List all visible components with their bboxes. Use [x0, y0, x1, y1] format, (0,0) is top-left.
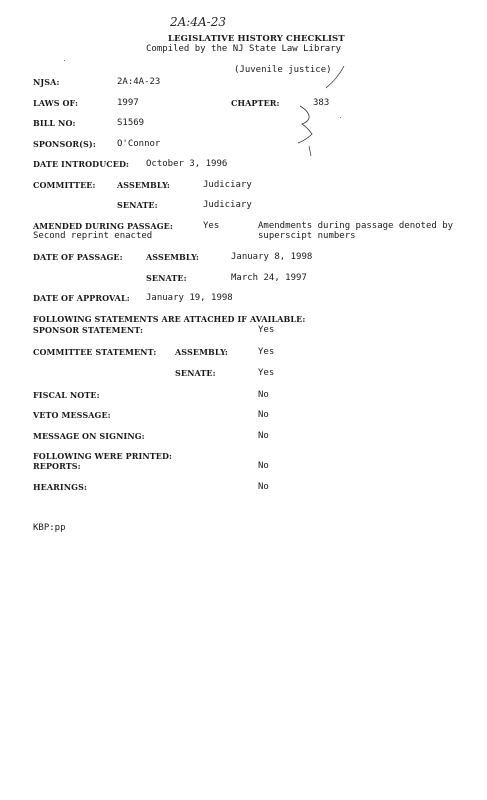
- sponsors-label: SPONSOR(S):: [33, 139, 96, 149]
- laws-of-label: LAWS OF:: [33, 98, 79, 108]
- passage-senate-label: SENATE:: [146, 273, 187, 283]
- footer-initials: KBP:pp: [33, 523, 66, 533]
- passage-assembly-label: ASSEMBLY:: [146, 252, 199, 262]
- scan-speck: [64, 60, 65, 61]
- document-subtitle: Compiled by the NJ State Law Library: [146, 44, 342, 54]
- message-on-signing-label: MESSAGE ON SIGNING:: [33, 431, 145, 441]
- veto-message-value: No: [258, 410, 269, 420]
- date-introduced-label: DATE INTRODUCED:: [33, 159, 130, 169]
- chapter-label: CHAPTER:: [231, 98, 280, 108]
- date-of-passage-label: DATE OF PASSAGE:: [33, 252, 123, 262]
- bill-no-label: BILL NO:: [33, 118, 76, 128]
- committee-statement-label: COMMITTEE STATEMENT:: [33, 347, 157, 357]
- fiscal-note-value: No: [258, 390, 269, 400]
- amended-note-line1: Amendments during passage denoted by: [258, 221, 454, 231]
- date-introduced-value: October 3, 1996: [146, 159, 228, 169]
- veto-message-label: VETO MESSAGE:: [33, 410, 111, 420]
- laws-of-value: 1997: [117, 98, 139, 108]
- date-of-approval-value: January 19, 1998: [146, 293, 233, 303]
- statements-header: FOLLOWING STATEMENTS ARE ATTACHED IF AVAILABLE:: [33, 314, 306, 324]
- sponsor-statement-label: SPONSOR STATEMENT:: [33, 325, 144, 335]
- document-title: LEGISLATIVE HISTORY CHECKLIST: [168, 34, 345, 44]
- statement-assembly-label: ASSEMBLY:: [175, 347, 228, 357]
- fiscal-note-label: FISCAL NOTE:: [33, 390, 100, 400]
- amended-label: AMENDED DURING PASSAGE:: [33, 221, 173, 231]
- statement-assembly-value: Yes: [258, 347, 275, 357]
- hearings-value: No: [258, 482, 269, 492]
- handwritten-reference: 2A:4A-23: [170, 15, 226, 29]
- scan-speck: [340, 117, 341, 118]
- statement-senate-value: Yes: [258, 368, 275, 378]
- passage-senate-value: March 24, 1997: [231, 273, 307, 283]
- committee-senate-label: SENATE:: [117, 200, 158, 210]
- njsa-label: NJSA:: [33, 77, 60, 87]
- reports-value: No: [258, 461, 269, 471]
- hearings-label: HEARINGS:: [33, 482, 88, 492]
- committee-assembly-value: Judiciary: [203, 180, 252, 190]
- message-on-signing-value: No: [258, 431, 269, 441]
- committee-assembly-label: ASSEMBLY:: [117, 180, 170, 190]
- njsa-value: 2A:4A-23: [117, 77, 161, 87]
- amended-value: Yes: [203, 221, 220, 231]
- printed-header: FOLLOWING WERE PRINTED:: [33, 451, 173, 461]
- committee-label: COMMITTEE:: [33, 180, 96, 190]
- amended-sub: Second reprint enacted: [33, 231, 153, 241]
- bill-no-value: S1569: [117, 118, 145, 128]
- reports-label: REPORTS:: [33, 461, 81, 471]
- chapter-value: 383: [313, 98, 330, 108]
- passage-assembly-value: January 8, 1998: [231, 252, 313, 262]
- pen-stroke-tail: [309, 146, 311, 156]
- pen-stroke-chapter: [298, 106, 312, 143]
- pen-stroke-top: [326, 66, 344, 88]
- date-of-approval-label: DATE OF APPROVAL:: [33, 293, 130, 303]
- sponsor-statement-value: Yes: [258, 325, 275, 335]
- topic-note: (Juvenile justice): [234, 65, 332, 75]
- statement-senate-label: SENATE:: [175, 368, 216, 378]
- amended-note-line2: superscipt numbers: [258, 231, 356, 241]
- committee-senate-value: Judiciary: [203, 200, 252, 210]
- sponsors-value: O'Connor: [117, 139, 161, 149]
